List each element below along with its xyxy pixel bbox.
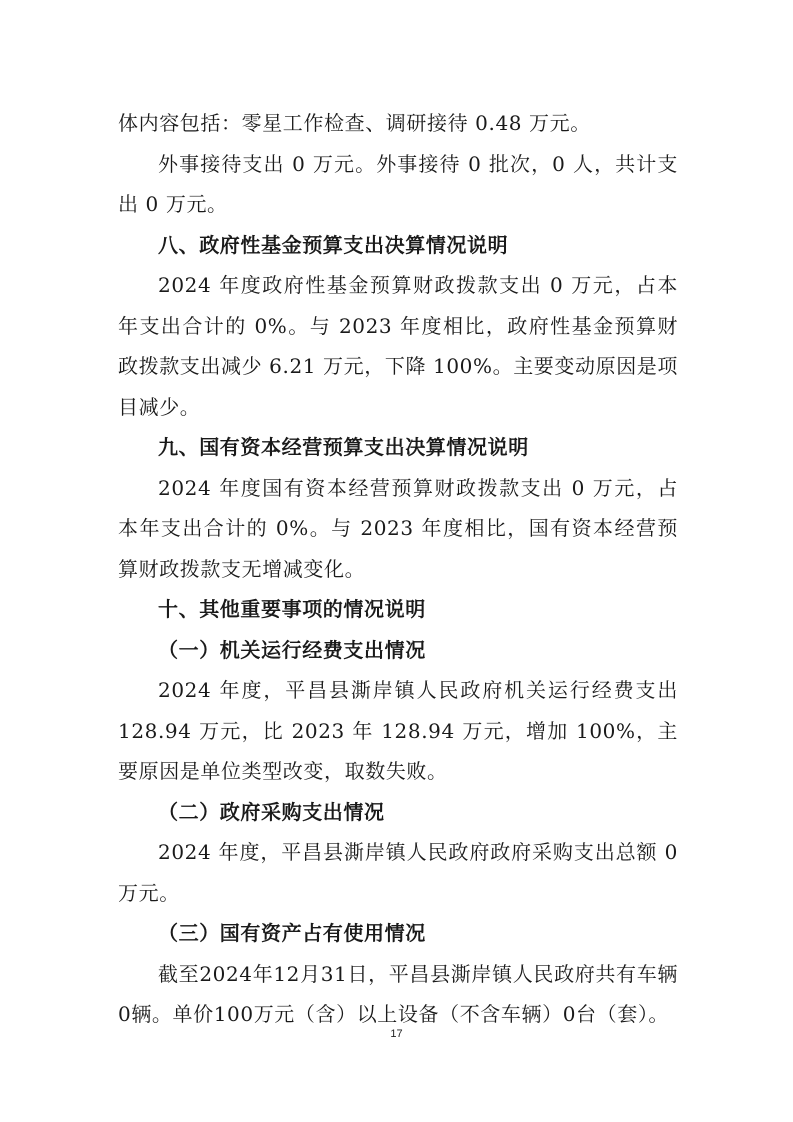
section-heading: 八、政府性基金预算支出决算情况说明 (158, 232, 509, 257)
section-heading: （三）国有资产占有使用情况 (158, 921, 426, 945)
body-paragraph: 外事接待支出 0 万元。外事接待 0 批次，0 人，共计支出 0 万元。 (118, 151, 678, 216)
body-paragraph: 2024 年度国有资本经营预算财政拨款支出 0 万元，占本年支出合计的 0%。与 2023 年度相比，国有资本经营预算财政拨款支无增减变化。 (118, 475, 678, 581)
section-heading: （一）机关运行经费支出情况 (158, 637, 426, 662)
section-heading: 九、国有资本经营预算支出决算情况说明 (158, 435, 529, 459)
body-paragraph: 截至2024年12月31日，平昌县澌岸镇人民政府共有车辆0辆。单价100万元（含）以上设备（不含车辆）0台（套）。 (118, 961, 678, 1026)
page-number: 17 (390, 1028, 403, 1040)
body-paragraph: 体内容包括：零星工作检查、调研接待 0.48 万元。 (118, 111, 591, 135)
body-paragraph: 2024 年度政府性基金预算财政拨款支出 0 万元，占本年支出合计的 0%。与 2023 年度相比，政府性基金预算财政拨款支出减少 6.21 万元，下降 100%。主要变动原因是项目减少。 (118, 273, 678, 419)
body-paragraph: 2024 年度，平昌县澌岸镇人民政府机关运行经费支出 128.94 万元，比 2023 年 128.94 万元，增加 100%，主要原因是单位类型改变，取数失败。 (118, 678, 678, 783)
document-body (118, 103, 678, 1035)
body-paragraph: 2024 年度，平昌县澌岸镇人民政府政府采购支出总额 0 万元。 (118, 840, 678, 905)
section-heading: （二）政府采购支出情况 (158, 799, 385, 824)
section-heading: 十、其他重要事项的情况说明 (158, 597, 426, 621)
